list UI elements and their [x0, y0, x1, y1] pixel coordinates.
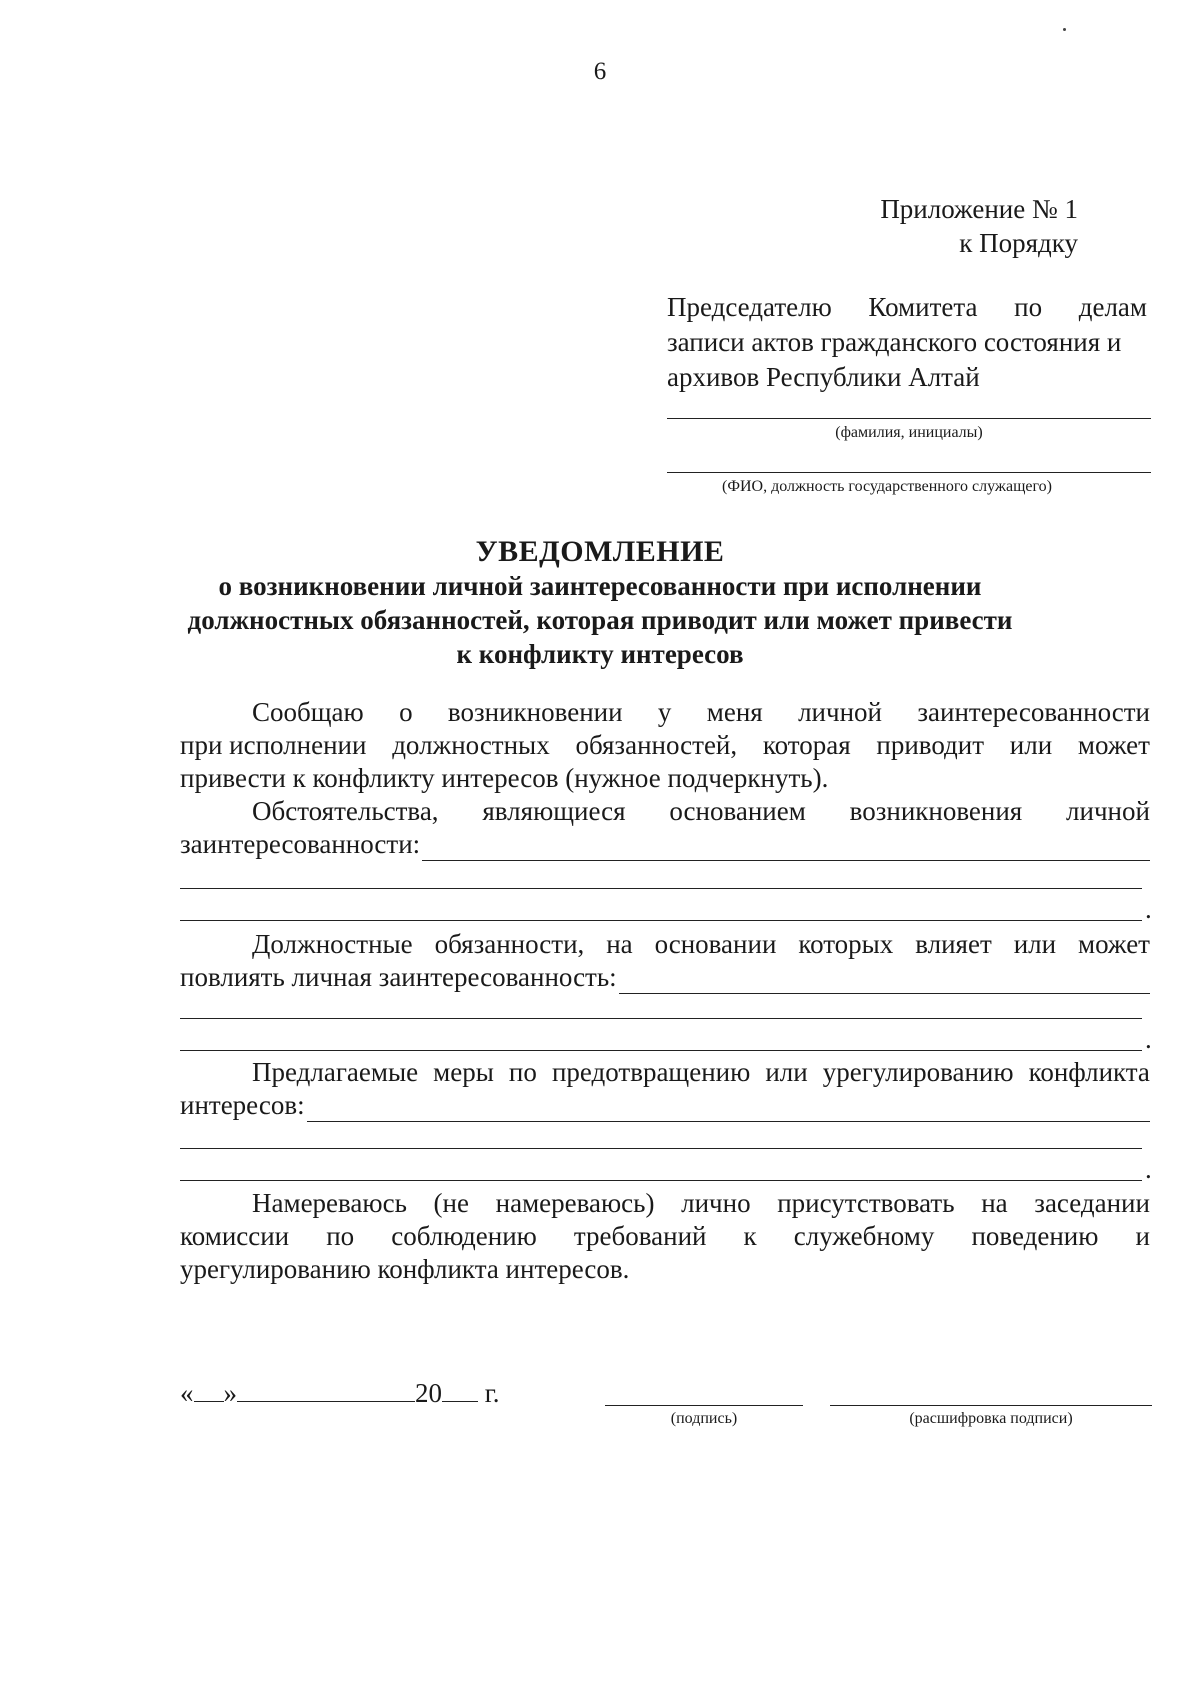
word: возникновении: [447, 697, 623, 727]
addressee-line-3: архивов Республики Алтай: [667, 362, 980, 392]
addressee-word: делам: [1078, 292, 1147, 322]
word: должностных: [392, 730, 550, 760]
duties-field[interactable]: [619, 969, 1150, 994]
word: меня: [706, 697, 763, 727]
word: по: [508, 1057, 537, 1087]
word: основании: [654, 929, 777, 959]
paragraph-intention: [180, 1187, 1150, 1286]
word: и: [1135, 1221, 1150, 1251]
word: заинтересованности: [917, 697, 1150, 727]
word: заседании: [1034, 1188, 1150, 1218]
word: Намереваюсь: [252, 1188, 407, 1218]
appendix-line-1: Приложение № 1: [880, 194, 1078, 224]
word: или: [1013, 929, 1057, 959]
word: или: [765, 1057, 808, 1087]
period-mark: .: [1145, 1154, 1152, 1184]
signature-decode-line[interactable]: [830, 1405, 1152, 1406]
word: лично: [681, 1188, 751, 1218]
word: требований: [573, 1221, 707, 1251]
duties-line-2[interactable]: [180, 1018, 1142, 1019]
period-mark: .: [1145, 894, 1152, 924]
word: которых: [798, 929, 894, 959]
word: может: [1077, 929, 1150, 959]
circumstances-field[interactable]: [422, 836, 1150, 861]
word: влияет: [915, 929, 992, 959]
word: поведению: [971, 1221, 1099, 1251]
title-line-1: о возникновении личной заинтересованности при исполнении: [218, 571, 982, 601]
word: Обстоятельства,: [252, 796, 439, 826]
paragraph-duties: [180, 928, 1150, 994]
addressee-line-2: записи актов гражданского состояния и: [667, 327, 1122, 357]
word: возникновения: [849, 796, 1023, 826]
word: личной: [798, 697, 882, 727]
addressee-block: [667, 290, 1147, 395]
signature-line[interactable]: [605, 1405, 803, 1406]
name-caption: (фамилия, инициалы): [835, 424, 983, 441]
word: служебному: [793, 1221, 935, 1251]
measures-field[interactable]: [307, 1097, 1150, 1122]
p5-line-2: [180, 1220, 1150, 1253]
word: на: [606, 929, 633, 959]
addressee-word: Председателю: [667, 292, 832, 322]
paragraph-circumstances: [180, 795, 1150, 861]
document-title: [0, 535, 1200, 671]
page-number: 6: [593, 58, 607, 85]
day-field[interactable]: [194, 1379, 224, 1402]
month-field[interactable]: [237, 1379, 415, 1402]
word: предотвращению: [551, 1057, 751, 1087]
word: меры: [433, 1057, 494, 1087]
period-mark: .: [1145, 1024, 1152, 1054]
p5-line-1: [180, 1187, 1150, 1220]
word: обязанностей,: [575, 730, 738, 760]
measures-line-2[interactable]: [180, 1148, 1142, 1149]
word: или: [1009, 730, 1053, 760]
paragraph-notification: [180, 696, 1150, 795]
word: Предлагаемые: [252, 1057, 419, 1087]
appendix-line-2: к Порядку: [959, 228, 1078, 258]
title-line-3: к конфликту интересов: [456, 639, 744, 669]
addressee-word: Комитета: [868, 292, 978, 322]
word: являющиеся: [482, 796, 626, 826]
word: к: [743, 1221, 757, 1251]
year-suffix: г.: [484, 1378, 500, 1408]
circumstances-label: заинтересованности:: [180, 829, 421, 859]
word: намереваюсь): [495, 1188, 655, 1218]
p3-line-1: [180, 928, 1150, 961]
date-block: [180, 1378, 500, 1409]
name-blank-line[interactable]: [667, 418, 1151, 419]
year-field[interactable]: [442, 1379, 478, 1402]
quote-open: «: [180, 1378, 194, 1408]
scan-speck: [1063, 28, 1066, 31]
addressee-word: по: [1014, 292, 1043, 322]
p1-line-1: [180, 696, 1150, 729]
p1-line-3: привести к конфликту интересов (нужное подчеркнуть).: [180, 763, 829, 793]
title-line-2: должностных обязанностей, которая приводит или может привести: [187, 605, 1013, 635]
word: Сообщаю: [252, 697, 364, 727]
fio-blank-line[interactable]: [667, 472, 1151, 473]
duties-label: повлиять личная заинтересованность:: [180, 962, 617, 992]
p2-line-1: [180, 795, 1150, 828]
signature-caption: (подпись): [670, 1410, 738, 1427]
word: при исполнении: [180, 730, 367, 760]
duties-line-3[interactable]: [180, 1050, 1142, 1051]
p4-label-row: [180, 1089, 1150, 1122]
title-main: УВЕДОМЛЕНИЕ: [475, 535, 725, 568]
measures-label: интересов:: [180, 1090, 305, 1120]
p2-label-row: [180, 828, 1150, 861]
year-prefix: 20: [415, 1378, 442, 1408]
word: которая: [762, 730, 851, 760]
fio-caption: (ФИО, должность государственного служащего): [722, 478, 1052, 495]
word: о: [399, 697, 413, 727]
quote-close: »: [223, 1378, 237, 1408]
circumstances-line-3[interactable]: [180, 920, 1142, 921]
word: на: [981, 1188, 1008, 1218]
word: присутствовать: [777, 1188, 955, 1218]
appendix-reference: [880, 192, 1078, 260]
addressee-line-1: [667, 290, 1147, 325]
word: урегулированию: [822, 1057, 1014, 1087]
p3-label-row: [180, 961, 1150, 994]
paragraph-measures: [180, 1056, 1150, 1122]
word: личной: [1066, 796, 1150, 826]
word: может: [1077, 730, 1150, 760]
word: у: [657, 697, 672, 727]
measures-line-3[interactable]: [180, 1180, 1142, 1181]
circumstances-line-2[interactable]: [180, 888, 1142, 889]
p5-line-3: урегулированию конфликта интересов.: [180, 1254, 630, 1284]
word: (не: [433, 1188, 469, 1218]
word: соблюдению: [391, 1221, 537, 1251]
word: по: [326, 1221, 355, 1251]
signature-decode-caption: (расшифровка подписи): [909, 1410, 1073, 1427]
word: конфликта: [1028, 1057, 1150, 1087]
word: приводит: [876, 730, 985, 760]
p4-line-1: [180, 1056, 1150, 1089]
word: обязанности,: [434, 929, 585, 959]
p1-line-2: [180, 729, 1150, 762]
word: комиссии: [180, 1221, 290, 1251]
word: Должностные: [252, 929, 413, 959]
word: основанием: [669, 796, 806, 826]
